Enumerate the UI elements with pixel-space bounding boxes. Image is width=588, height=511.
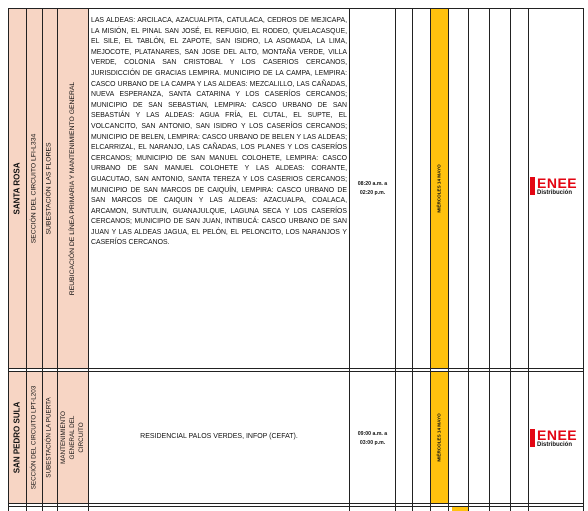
row2-enee-logo: [530, 428, 577, 448]
vline: [412, 8, 413, 511]
hline: [8, 8, 584, 9]
row2-time-start: 09:00 a.m. a: [357, 431, 388, 437]
vline: [510, 8, 511, 511]
row1-work-cell: [57, 8, 88, 368]
row2-description: RESIDENCIAL PALOS VERDES, INFOP (CEFAT).: [140, 433, 298, 440]
row2-substation: SUBESTACIÓN LA PUERTA: [46, 396, 54, 478]
hline: [8, 368, 584, 369]
hline: [8, 503, 584, 504]
vline: [528, 8, 529, 511]
vline: [448, 8, 449, 511]
row1-day-cell: [430, 8, 448, 368]
vline: [489, 8, 490, 511]
row1-circuit: SECCIÓN DEL CIRCUITO LFI-L334: [30, 133, 38, 243]
row2-day: MIÉRCOLES 14 MAYO: [436, 412, 442, 462]
row2-time-end: 03:00 p.m.: [359, 440, 386, 446]
row1-department: SANTA ROSA: [12, 162, 22, 214]
row2-department: SAN PEDRO SULA: [12, 401, 22, 473]
row1-department-cell: [8, 8, 26, 368]
hline: [8, 371, 584, 372]
vline: [583, 8, 584, 511]
enee-logo-bar-icon: [530, 177, 535, 195]
hline: [8, 506, 584, 507]
vline: [468, 8, 469, 511]
row2-department-cell: [8, 371, 26, 503]
row2-work-cell: [57, 371, 88, 503]
row1-circuit-cell: [26, 8, 42, 368]
row1-time: [350, 180, 395, 198]
row1-time-end: 02:20 p.m.: [359, 190, 386, 196]
row2-circuit-cell: [26, 371, 42, 503]
row1-day: MIÉRCOLES 14 MAYO: [436, 163, 442, 213]
row1-substation: SUBESTACIÓN LAS FLORES: [46, 141, 54, 235]
vline: [395, 8, 396, 511]
row1-time-start: 08:20 a.m. a: [357, 181, 388, 187]
row2-substation-cell: [42, 371, 57, 503]
vline: [88, 8, 89, 511]
row2-logo-sub: Distribución: [537, 442, 573, 448]
row2-day-cell: [430, 371, 448, 503]
row2-circuit: SECCIÓN DEL CIRCUITO LPT-L203: [30, 385, 38, 489]
row2-logo-main: ENEE: [537, 427, 578, 443]
row2-time: [350, 430, 395, 448]
row1-work: REUBICACIÓN DE LÍNEA PRIMARIA Y MANTENIMIENTO GENERAL: [69, 81, 76, 295]
row1-logo-text: [537, 176, 577, 196]
row1-logo-main: ENEE: [537, 175, 578, 191]
row1-substation-cell: [42, 8, 57, 368]
row1-description: LAS ALDEAS: ARCILACA, AZACUALPITA, CATULACA, CEDROS DE MEJICAPA, LA MISIÓN, EL PINAL SAN JOSÉ, EL REFUGIO, EL RODEO, QUELACASQUE, EL SILE, EL TABLÓN, EL ZAPOTE, SAN ISIDRO, LA ASOMADA, LA LIMA, MEJOCOTE, PLATANARES, SAN JOSE DEL ALTO, MONTAÑA VERDE, VILLA VERDE, COLONIA SAN CRISTOBAL Y LOS CASERIOS CERCANOS, JURISDICCIÓN DE GRACIAS LEMPIRA. MUNICIPIO DE LA CAMPA, LEMPIRA: CASCO URBANO DE LA CAMPA Y LAS ALDEAS: MEZCALILLO, LAS CAÑADAS, NUEVA ESPERANZA, SANTA CATARINA Y LOS CASERÍOS CERCANOS; MUNICIPIO DE SAN SEBASTIAN, LEMPIRA: CASCO URBANO DE SAN SEBASTIÁN Y LAS ALDEAS: AGUA FRÍA, EL CUTAL, EL SUPTE, EL VOLCANCITO, SAN ANTONIO, SAN ISIDRO Y LOS CASERÍOS CERCANOS; MUNICIPIO DE BELEN, LEMPIRA: CASCO URBANO DE BELEN Y LAS ALDEAS; ELCARRIZAL, EL NARANJO, LAS CAÑADAS, LOS PLANES Y LOS CASERÍOS CERCANOS; MUNICIPIO DE SAN MANUEL COLOHETE, LEMPIRA: CASCO URBANO DE SAN MANUEL COLOHETE Y LAS ALDEAS: CORANTE, GUACUTAO, SAN ANTONIO, SANTA TEREZA Y LOS CASERIOS CERCANOS; MUNICIPIO DE SAN MARCOS DE CAIQUÍN, LEMPIRA: CASCO URBANO DE SAN MARCOS DE CAIQUIN Y LAS ALDEAS: AZACUALPA, COALACA, ARCAMON, SUNTULIN, GUANAJULQUE, LAGUNA SECA Y LOS CASERÍOS CERCANOS; MUNICIPIO DE SAN JUAN, INTIBUCÁ: CASCO URBANO DE SAN JUAN Y LAS ALDEAS JAGUA, EL PELÓN, EL PELONCITO, LOS NARANJOS Y CASERÍOS CERCANOS.: [91, 17, 347, 247]
row2-work: MANTENIMIENTO GENERAL DEL CIRCUITO: [60, 410, 85, 464]
row1-logo-sub: Distribución: [537, 190, 573, 196]
enee-logo-bar-icon: [530, 429, 535, 447]
row2-logo-text: [537, 428, 577, 448]
row1-enee-logo: [530, 176, 577, 196]
